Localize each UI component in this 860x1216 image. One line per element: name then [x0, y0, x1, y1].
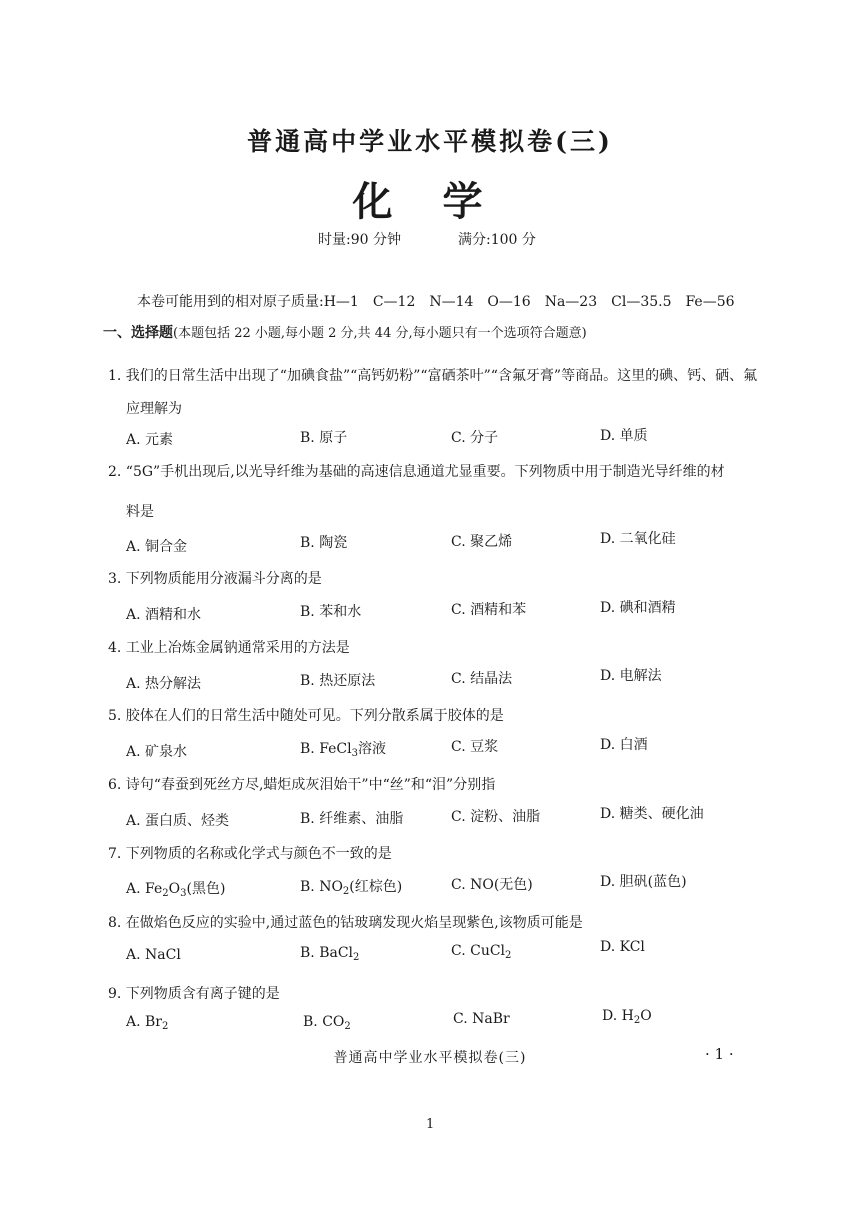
option-text: B. NO: [300, 879, 343, 895]
subscript: 2: [633, 1015, 641, 1026]
question-8-option-c: [451, 943, 511, 959]
question-6-option-c: C. 淀粉、油脂: [451, 809, 541, 825]
subscript: 2: [344, 1021, 351, 1032]
question-8-stem: 8. 在做焰色反应的实验中,通过蓝色的钴玻璃发现火焰呈现紫色,该物质可能是: [108, 915, 583, 931]
question-2-option-c: C. 聚乙烯: [451, 534, 513, 550]
option-text: (红棕色): [349, 879, 403, 895]
option-text: A. Br: [126, 1014, 162, 1030]
subject-title: 化学: [352, 178, 533, 225]
full-score: 满分:100 分: [458, 232, 536, 248]
atomic-masses: 本卷可能用到的相对原子质量:H—1 C—12 N—14 O—16 Na—23 Cl—35.5 Fe—56: [137, 294, 735, 310]
question-9-option-c: C. NaBr: [453, 1011, 510, 1027]
question-3-option-b: B. 苯和水: [300, 604, 362, 620]
subscript: 2: [162, 1021, 169, 1032]
subscript: 3: [180, 888, 187, 899]
question-7-stem: 7. 下列物质的名称或化学式与颜色不一致的是: [108, 846, 392, 862]
footer-title: 普通高中学业水平模拟卷(三): [333, 1050, 527, 1066]
subscript: 2: [342, 886, 350, 897]
question-1-stem: 1. 我们的日常生活中出现了“加碘食盐”“高钙奶粉”“富硒茶叶”“含氟牙膏”等商品。这里的碘、钙、硒、氟: [108, 368, 758, 384]
subscript: 2: [505, 950, 512, 961]
option-text: B. BaCl: [300, 945, 354, 961]
question-3-option-d: D. 碘和酒精: [600, 600, 676, 616]
subscript: 3: [351, 748, 358, 759]
option-text: O: [168, 881, 181, 897]
option-text: (黑色): [186, 881, 226, 897]
question-3-option-c: C. 酒精和苯: [451, 602, 527, 618]
question-1-option-d: D. 单质: [600, 428, 648, 444]
question-4-option-a: A. 热分解法: [126, 676, 202, 692]
question-2-option-a: A. 铜合金: [126, 539, 188, 555]
question-9-option-b: [303, 1014, 351, 1030]
question-1-option-c: C. 分子: [451, 430, 499, 446]
question-4-option-c: C. 结晶法: [451, 671, 513, 687]
question-2-option-d: D. 二氧化硅: [600, 531, 676, 547]
question-5-option-d: D. 白酒: [600, 737, 648, 753]
question-1-option-b: B. 原子: [300, 430, 348, 446]
subscript: 2: [162, 888, 169, 899]
question-6-stem: 6. 诗句“春蚕到死丝方尽,蜡炬成灰泪始干”中“丝”和“泪”分别指: [108, 777, 496, 793]
question-5-option-b: [300, 738, 386, 758]
option-text: 溶液: [358, 741, 386, 757]
question-5-option-c: C. 豆浆: [451, 739, 499, 755]
page-number: · 1 ·: [705, 1045, 734, 1063]
question-9-stem: 9. 下列物质含有离子键的是: [108, 986, 280, 1002]
question-1-option-a: A. 元素: [126, 432, 174, 448]
question-8-option-b: [300, 945, 359, 961]
option-text: B. FeCl: [300, 741, 352, 757]
question-2-option-b: B. 陶瓷: [300, 535, 348, 551]
question-9-option-d: [602, 1008, 652, 1024]
question-7-option-d: D. 胆矾(蓝色): [600, 874, 687, 890]
question-3-stem: 3. 下列物质能用分液漏斗分离的是: [108, 571, 322, 587]
question-6-option-b: B. 纤维素、油脂: [300, 811, 404, 827]
section-title: 一、选择题: [103, 325, 173, 341]
question-8-option-d: D. KCl: [600, 939, 645, 955]
section-heading: [103, 322, 587, 342]
question-7-option-b: [300, 876, 402, 896]
exam-title: 普通高中学业水平模拟卷(三): [247, 127, 613, 156]
question-3-option-a: A. 酒精和水: [126, 607, 202, 623]
option-text: D. H: [602, 1008, 634, 1024]
question-4-option-b: B. 热还原法: [300, 673, 376, 689]
section-note: (本题包括 22 小题,每小题 2 分,共 44 分,每小题只有一个选项符合题意): [173, 326, 587, 341]
question-2-stem: 2. “5G”手机出现后,以光导纤维为基础的高速信息通道尤显重要。下列物质中用于制造光导纤维的材: [108, 464, 725, 480]
question-8-option-a: A. NaCl: [126, 947, 181, 963]
question-6-option-d: D. 糖类、硬化油: [600, 806, 704, 822]
question-4-stem: 4. 工业上冶炼金属钠通常采用的方法是: [108, 640, 350, 656]
question-2-stem-cont: 料是: [126, 504, 154, 520]
question-5-stem: 5. 胶体在人们的日常生活中随处可见。下列分散系属于胶体的是: [108, 708, 504, 724]
page-number-bottom: 1: [426, 1117, 435, 1132]
option-text: B. CO: [303, 1014, 345, 1030]
option-text: C. CuCl: [451, 943, 506, 959]
question-5-option-a: A. 矿泉水: [126, 744, 188, 760]
option-text: A. Fe: [126, 881, 163, 897]
question-6-option-a: A. 蛋白质、烃类: [126, 813, 230, 829]
question-7-option-a: [126, 878, 225, 898]
subscript: 2: [353, 952, 360, 963]
time-limit: 时量:90 分钟: [318, 232, 401, 248]
question-9-option-a: [126, 1014, 168, 1030]
question-7-option-c: C. NO(无色): [451, 877, 533, 893]
question-1-stem-cont: 应理解为: [126, 401, 182, 417]
question-4-option-d: D. 电解法: [600, 668, 662, 684]
option-text: O: [640, 1008, 652, 1024]
